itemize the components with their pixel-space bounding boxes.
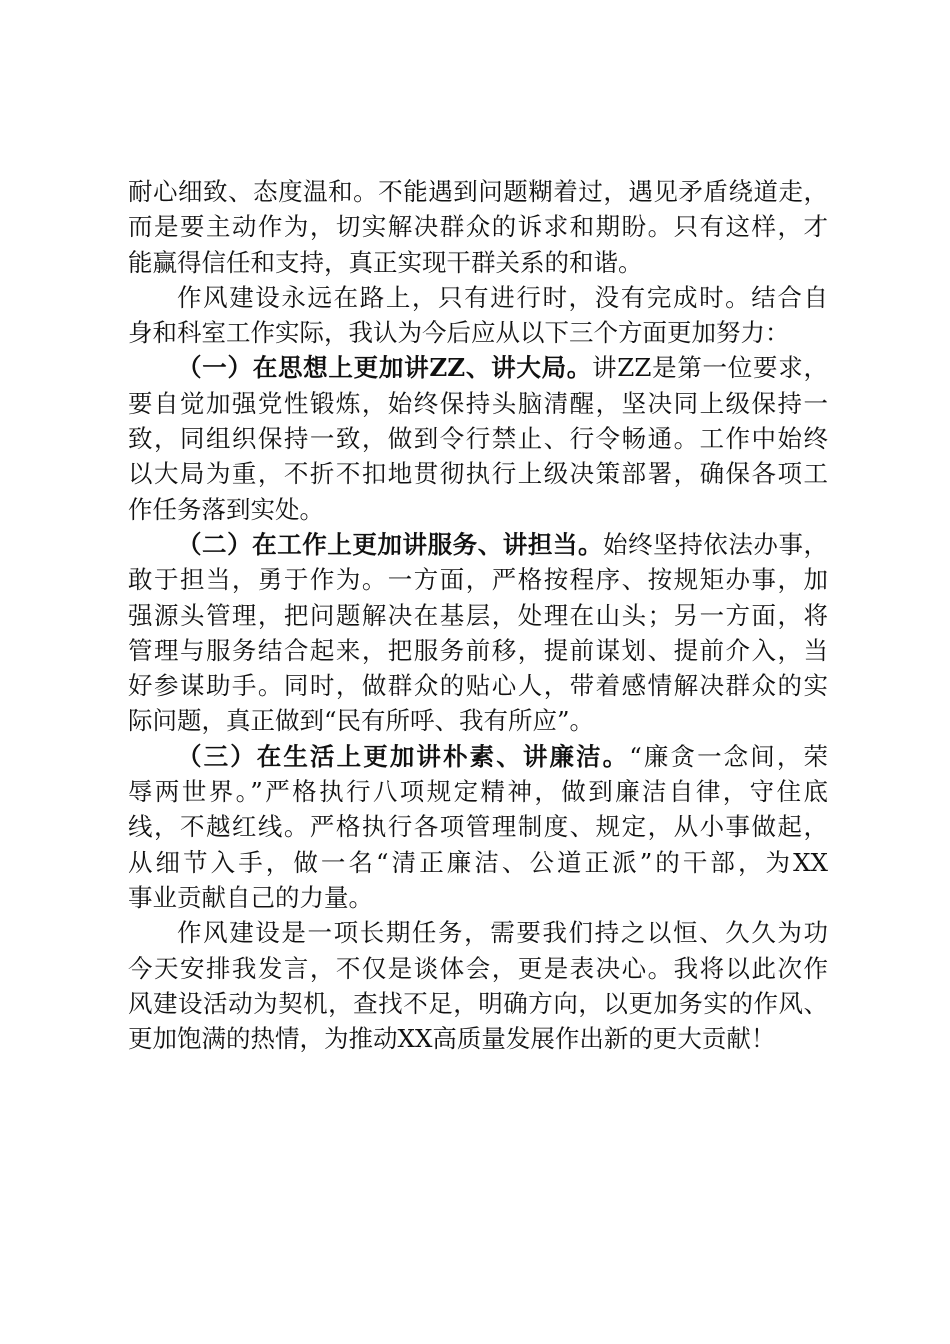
text-segment: 作风建设永远在路上，只有进行时，没有完成时。结合自: [177, 282, 828, 312]
text-line: [128, 456, 828, 491]
text-line: [128, 315, 828, 350]
text-line: [128, 386, 828, 421]
paragraph-heading: （二）在工作上更加讲服务、讲担当。: [177, 529, 604, 559]
text-segment: 敢于担当，勇于作为。一方面，严格按程序、按规矩办事，加: [128, 565, 828, 595]
text-segment: 今天安排我发言，不仅是谈体会，更是表决心。我将以此次作: [128, 953, 828, 983]
text-line: [128, 774, 828, 809]
text-segment: 管理与服务结合起来，把服务前移，提前谋划、提前介入，当: [128, 635, 828, 665]
text-line: [128, 527, 828, 562]
text-segment: 风建设活动为契机，查找不足，明确方向，以更加务实的作风、: [128, 988, 828, 1018]
text-segment: 作任务落到实处。: [128, 494, 324, 524]
text-line: [128, 986, 828, 1021]
paragraph-heading: （一）在思想上更加讲ZZ、讲大局。: [177, 353, 593, 383]
text-line: [128, 703, 828, 738]
text-segment: 要自觉加强党性锻炼，始终保持头脑清醒，坚决同上级保持一: [128, 388, 828, 418]
document-body: [128, 174, 828, 1056]
text-line: [128, 350, 828, 385]
text-line: [128, 598, 828, 633]
text-segment: 更加饱满的热情，为推动XX高质量发展作出新的更大贡献！: [128, 1024, 776, 1054]
text-line: [128, 845, 828, 880]
text-line: [128, 280, 828, 315]
text-line: [128, 174, 828, 209]
paragraph: [128, 915, 828, 1056]
paragraph: [128, 527, 828, 739]
text-segment: 强源头管理，把问题解决在基层，处理在山头；另一方面，将: [128, 600, 828, 630]
text-line: [128, 1021, 828, 1056]
text-line: [128, 880, 828, 915]
text-segment: 始终坚持依法办事，: [603, 529, 829, 559]
text-line: [128, 633, 828, 668]
text-segment: 以大局为重，不折不扣地贯彻执行上级决策部署，确保各项工: [128, 459, 828, 489]
text-segment: 从细节入手，做一名“清正廉洁、公道正派”的干部，为XX: [128, 847, 828, 877]
paragraph-heading: （三）在生活上更加讲朴素、讲廉洁。: [177, 741, 630, 771]
text-segment: 作风建设是一项长期任务，需要我们持之以恒、久久为功: [177, 918, 828, 948]
text-segment: 好参谋助手。同时，做群众的贴心人，带着感情解决群众的实: [128, 671, 828, 701]
text-segment: 能赢得信任和支持，真正实现干群关系的和谐。: [128, 247, 643, 277]
text-segment: 而是要主动作为，切实解决群众的诉求和期盼。只有这样，才: [128, 212, 828, 242]
text-line: [128, 245, 828, 280]
text-line: [128, 739, 828, 774]
text-segment: 耐心细致、态度温和。不能遇到问题糊着过，遇见矛盾绕道走，: [128, 177, 828, 206]
text-segment: 身和科室工作实际，我认为今后应从以下三个方面更加努力：: [128, 318, 790, 348]
text-segment: 致，同组织保持一致，做到令行禁止、行令畅通。工作中始终: [128, 424, 828, 454]
text-line: [128, 809, 828, 844]
paragraph: [128, 174, 828, 280]
text-line: [128, 492, 828, 527]
text-line: [128, 915, 828, 950]
text-line: [128, 421, 828, 456]
text-line: [128, 562, 828, 597]
text-segment: 辱两世界。”严格执行八项规定精神，做到廉洁自律，守住底: [128, 777, 828, 807]
paragraph: [128, 350, 828, 526]
text-line: [128, 668, 828, 703]
paragraph: [128, 739, 828, 915]
text-line: [128, 951, 828, 986]
text-segment: “廉贪一念间，荣: [629, 741, 828, 771]
text-segment: 讲ZZ是第一位要求，: [592, 353, 828, 383]
text-line: [128, 209, 828, 244]
text-segment: 线，不越红线。严格执行各项管理制度、规定，从小事做起，: [128, 812, 828, 842]
text-segment: 际问题，真正做到“民有所呼、我有所应”。: [128, 706, 595, 736]
paragraph: [128, 280, 828, 351]
text-segment: 事业贡献自己的力量。: [128, 882, 373, 912]
